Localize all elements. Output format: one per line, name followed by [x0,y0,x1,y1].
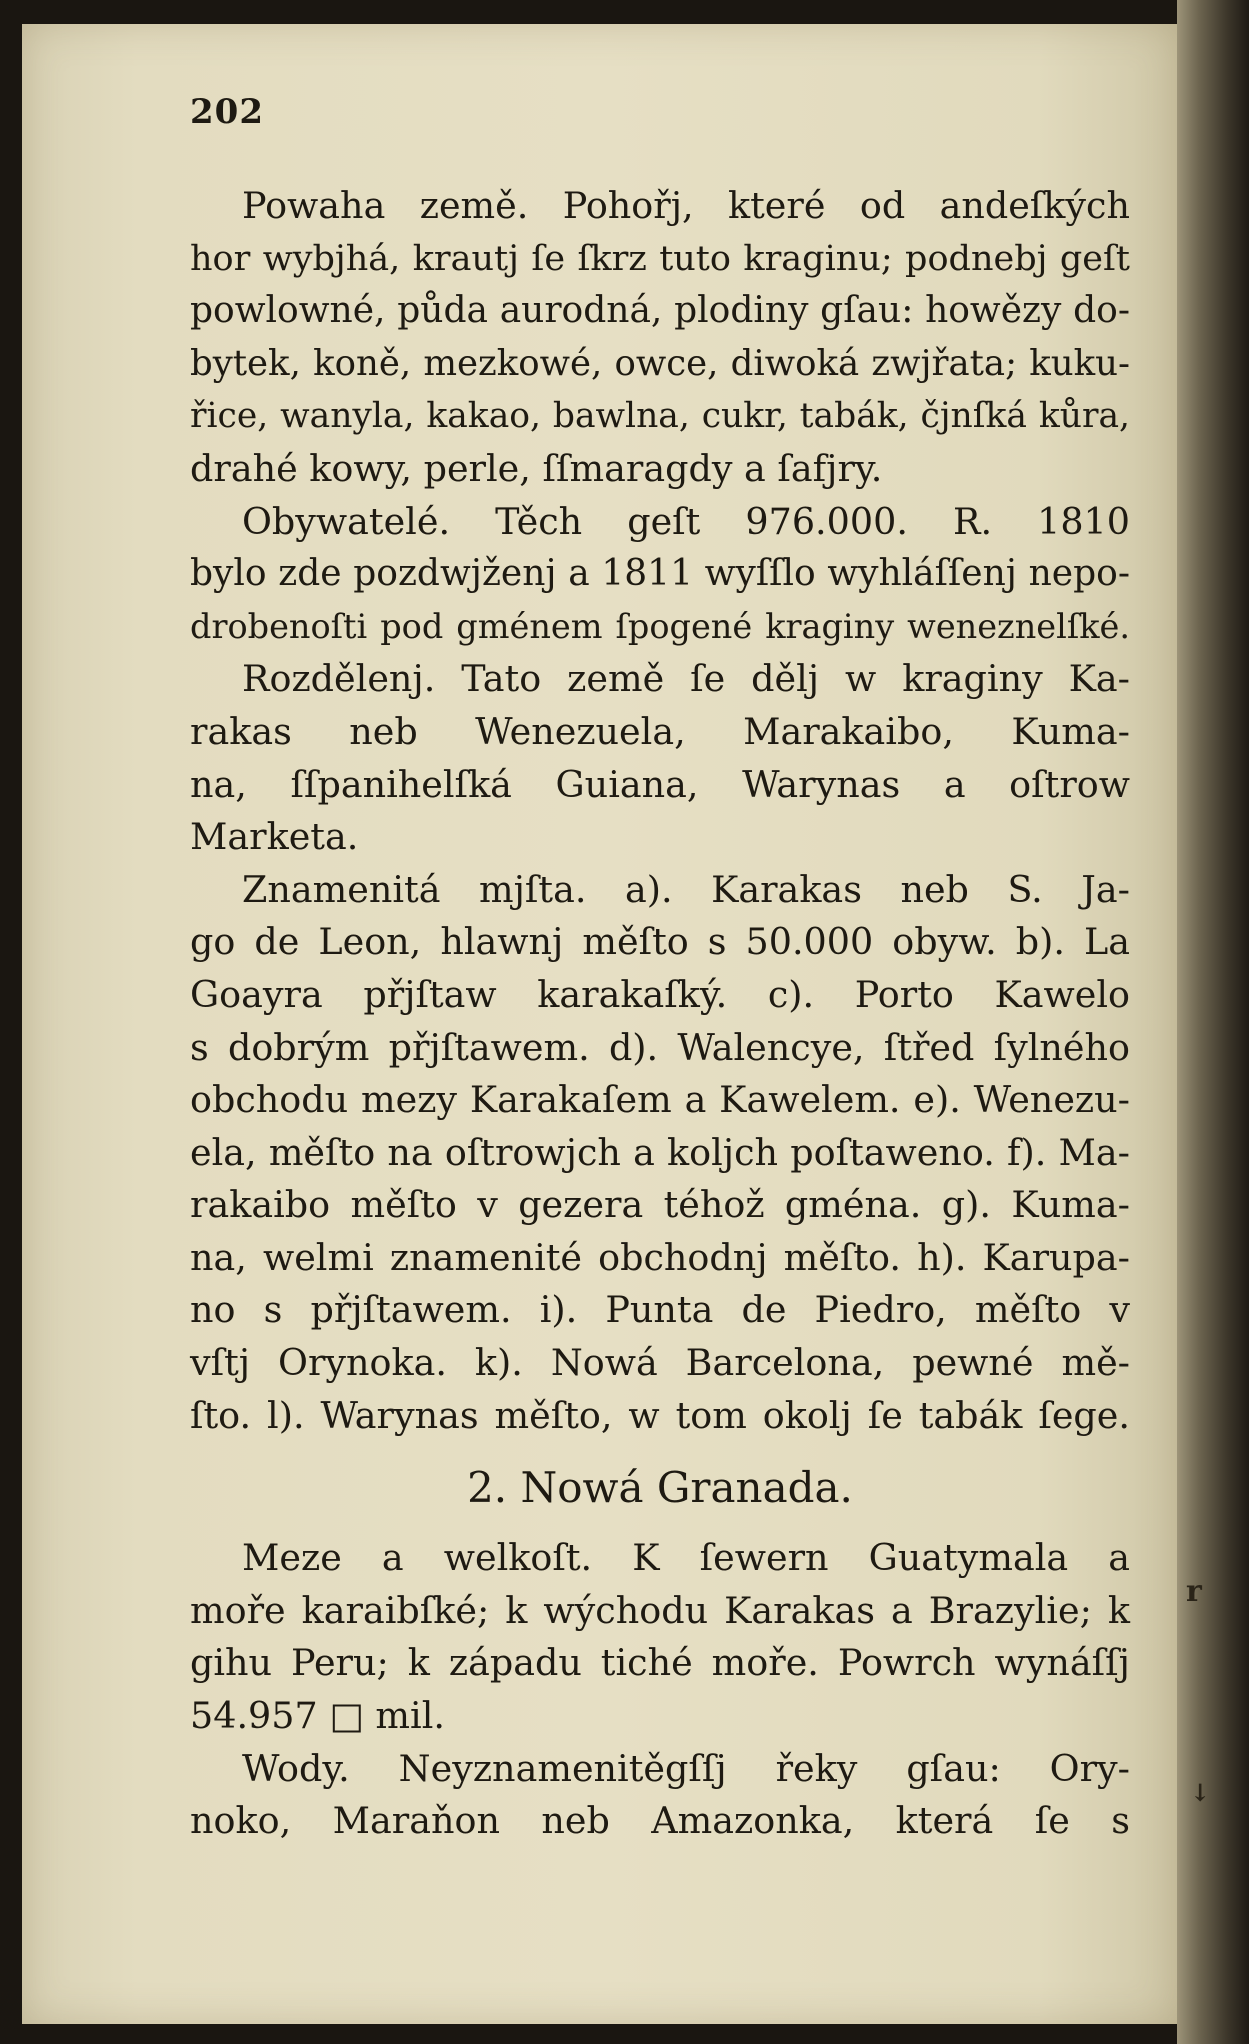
text-line: s dobrým přjſtawem. d). Walencye, ſtřed ſylného [190,1025,1130,1069]
text-line: ela, měſto na oſtrowjch a koljch poſtaweno. f). Ma- [190,1130,1130,1174]
text-line: go de Leon, hlawnj měſto s 50.000 obyw. b). La [190,920,1130,964]
text-line: řice, wanyla, kakao, bawlna, cukr, tabák, čjnſká kůra, [190,396,1130,437]
text-line: bytek, koně, mezkowé, owce, diwoká zwjřata; kuku- [190,342,1130,384]
text-line: rakaibo měſto v gezera téhož gména. g). Kuma- [190,1183,1130,1227]
page-number: 202 [190,92,264,132]
text-line: gihu Peru; k západu tiché moře. Powrch wynáſſj [190,1641,1130,1685]
text-line: drahé kowy, perle, ſſmaragdy a ſafjry. [190,446,883,490]
text-line: noko, Maraňon neb Amazonka, která ſe s [190,1799,1130,1843]
margin-mark: r [1186,1574,1202,1609]
text-line: bylo zde pozdwjženj a 1811 wyſſlo wyhláſſenj nepo- [190,553,1130,595]
text-line: 54.957 □ mil. [190,1694,445,1738]
text-line: na, welmi znamenité obchodnj měſto. h). Karupa- [190,1235,1130,1279]
text-line: vſtj Orynoka. k). Nowá Barcelona, pewné mě- [190,1341,1130,1385]
text-line: hor wybjhá, krautj ſe ſkrz tuto kraginu; podnebj geſt [190,238,1130,279]
adjacent-page-edge [1177,0,1249,2044]
text-line: Goayra přjſtaw karakaſký. c). Porto Kawelo [190,972,1130,1016]
text-line: moře karaibſké; k wýchodu Karakas a Brazylie; k [190,1588,1130,1632]
text-line: no s přjſtawem. i). Punta de Piedro, měſto v [190,1288,1130,1332]
text-line: na, ſſpanihelſká Guiana, Warynas a oſtrow [190,762,1130,806]
section-heading: 2. Nowá Granada. [467,1463,853,1513]
text-line: Meze a welkoſt. K ſewern Guatymala a [242,1536,1130,1580]
text-line: obchodu mezy Karakaſem a Kawelem. e). Wenezu- [190,1078,1130,1122]
text-line: Powaha země. Pohořj, které od andeſkých [242,184,1130,227]
text-line: ſto. l). Warynas měſto, w tom okolj ſe tabák ſege. [190,1393,1130,1437]
text-line: Rozdělenj. Tato země ſe dělj w kraginy Ka- [242,657,1130,701]
text-line: Wody. Neyznamenitěgſſj řeky gſau: Ory- [242,1746,1130,1790]
text-line: drobenoſti pod gménem ſpogené kraginy weneznelſké. [190,606,1130,646]
text-line: rakas neb Wenezuela, Marakaibo, Kuma- [190,709,1130,753]
text-line: Obywatelé. Těch geſt 976.000. R. 1810 [242,499,1130,543]
text-line: Znamenitá mjſta. a). Karakas neb S. Ja- [242,867,1130,911]
text-line: powlowné, půda aurodná, plodiny gſau: howězy do- [190,290,1130,332]
page-text [190,92,1130,1848]
margin-mark: ↓ [1190,1778,1211,1807]
text-line: Marketa. [190,815,359,859]
